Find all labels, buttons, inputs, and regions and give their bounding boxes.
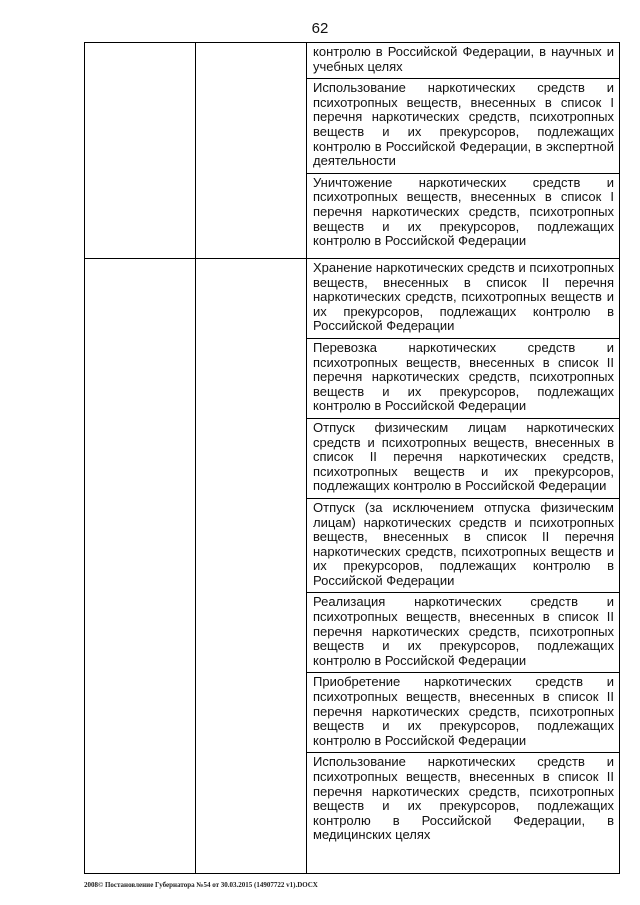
empty-cell-col2 (196, 259, 307, 874)
empty-cell-col1 (85, 259, 196, 874)
activity-entry: Использование наркотических средств и психотропных веществ, внесенных в список I перечня наркотических средств, психотропных веществ и их прекурсоров, подлежащих контролю в Российской Федерации, в экспертной деятельности (307, 78, 619, 173)
activity-entry: Отпуск физическим лицам наркотических средств и психотропных веществ, внесенных в список II перечня наркотических средств, психотропных веществ и их прекурсоров, подлежащих контролю в Российской Федерации (307, 418, 619, 498)
activity-entry: Перевозка наркотических средств и психотропных веществ, внесенных в список II перечня наркотических средств, психотропных веществ и их прекурсоров, подлежащих контролю в Российской Федерации (307, 338, 619, 418)
page-number: 62 (311, 20, 329, 37)
document-footer: 2008© Постановление Губернатора №54 от 30.03.2015 (14907722 v1).DOCX (84, 881, 318, 889)
activities-table (84, 42, 620, 874)
activities-cell (307, 259, 620, 874)
activity-entry: Отпуск (за исключением отпуска физическим лицам) наркотических средств и психотропных веществ, внесенных в список II перечня наркотических средств, психотропных веществ и их прекурсоров, подлежащих контролю в Российской Федерации (307, 498, 619, 593)
activity-entry: Уничтожение наркотических средств и психотропных веществ, внесенных в список I перечня наркотических средств, психотропных веществ и их прекурсоров, подлежащих контролю в Российской Федерации (307, 173, 619, 253)
table-row (85, 259, 620, 874)
empty-cell-col1 (85, 43, 196, 259)
activity-entry: Реализация наркотических средств и психотропных веществ, внесенных в список II перечня наркотических средств, психотропных веществ и их прекурсоров, подлежащих контролю в Российской Федерации (307, 592, 619, 672)
activity-entry: Хранение наркотических средств и психотропных веществ, внесенных в список II перечня наркотических средств, психотропных веществ и их прекурсоров, подлежащих контролю в Российской Федерации (313, 260, 614, 334)
activity-entry: Приобретение наркотических средств и психотропных веществ, внесенных в список II перечня наркотических средств, психотропных веществ и их прекурсоров, подлежащих контролю в Российской Федерации (307, 672, 619, 752)
activities-cell (307, 43, 620, 259)
empty-cell-col2 (196, 43, 307, 259)
activity-entry: Использование наркотических средств и психотропных веществ, внесенных в список II перечня наркотических средств, психотропных веществ и их прекурсоров, подлежащих контролю в Российской Федерации, в медицинских целях (307, 752, 619, 847)
table-row (85, 43, 620, 259)
activity-entry: контролю в Российской Федерации, в научных и учебных целях (313, 44, 614, 74)
